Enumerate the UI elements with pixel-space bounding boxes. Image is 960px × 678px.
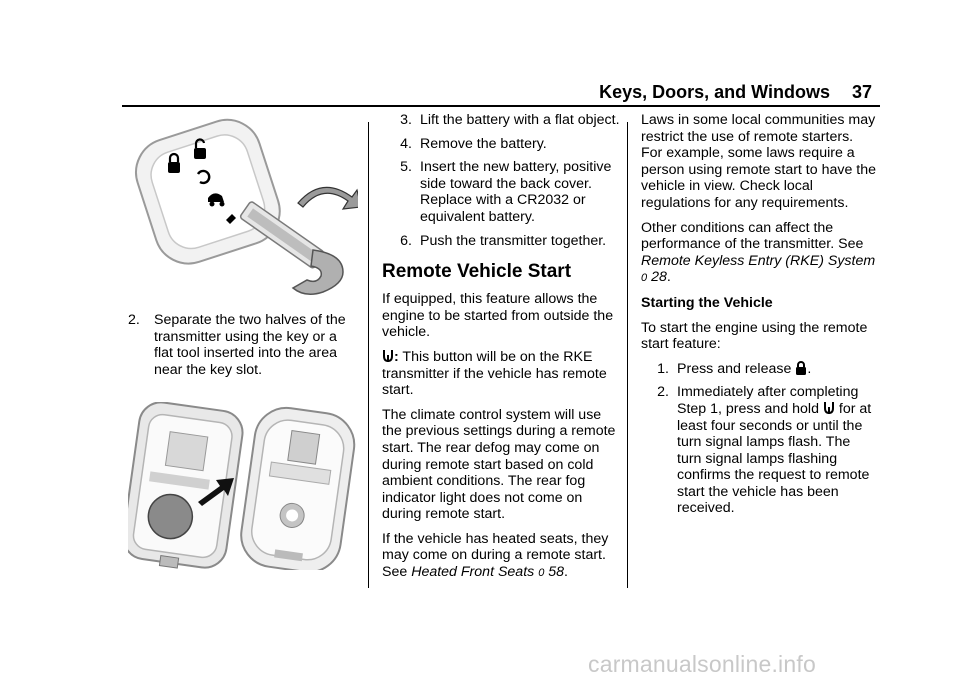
step-5: 5. Insert the new battery, positive side toward the back cover. Replace with a CR2032 or equivalent battery. <box>400 159 612 225</box>
lock-icon <box>795 361 807 375</box>
remote-start-icon <box>823 401 835 415</box>
column-divider-2 <box>627 122 628 588</box>
opened-fob-illustration <box>128 402 358 570</box>
section-heading: Remote Vehicle Start <box>382 261 572 283</box>
column-middle <box>382 112 620 590</box>
watermark: carmanualsonline.info <box>588 651 816 677</box>
step-4: 4. Remove the battery. <box>400 135 547 152</box>
step-6: 6. Push the transmitter together. <box>400 232 607 249</box>
starting-subheading: Starting the Vehicle <box>641 294 773 311</box>
header-rule <box>122 105 880 107</box>
column-divider-1 <box>368 122 369 588</box>
page-number: 37 <box>851 82 872 102</box>
climate-paragraph: The climate control system will use the previous settings during a remote start. The rear defog may come on during remote start based on cold ambient conditions. The rear fog indicator light does not come on during remote start. <box>382 406 616 523</box>
start-intro-paragraph: To start the engine using the remote start feature: <box>641 319 868 353</box>
intro-paragraph: If equipped, this feature allows the engine to be started from outside the vehicle. <box>382 291 614 341</box>
step-3: 3. Lift the battery with a flat object. <box>400 112 620 128</box>
heated-seats-paragraph: If the vehicle has heated seats, they may come on during a remote start. See Heated Front Seats 0 58. <box>382 530 609 581</box>
section-title: Keys, Doors, and Windows <box>599 82 830 102</box>
button-paragraph: : This button will be on the RKE transmitter if the vehicle has remote start. <box>382 348 607 399</box>
column-left <box>128 112 358 570</box>
laws-paragraph: Laws in some local communities may restrict the use of remote starters. For example, some laws require a person using remote start to have the vehicle in view. Check local regulations for any requirements. <box>641 112 877 211</box>
key-fob-illustration <box>128 112 358 302</box>
start-step-2: 2. Immediately after completing Step 1, press and hold for at least four seconds or until the turn signal lamps flash. The turn signal lamps flashing confirms the request to remote start the vehicle has been received. <box>657 384 872 517</box>
rke-link[interactable]: Remote Keyless Entry (RKE) System <box>641 252 876 269</box>
step-2: 2. Separate the two halves of the transmitter using the key or a flat tool inserted into the area near the key slot. <box>128 312 346 378</box>
column-right <box>641 112 877 524</box>
other-conditions-paragraph: Other conditions can affect the performance of the transmitter. See Remote Keyless Entry (RKE) System 0 28. <box>641 219 876 286</box>
start-step-1: 1. Press and release . <box>657 360 812 377</box>
remote-start-icon <box>382 349 394 363</box>
page-header <box>599 82 872 103</box>
heated-seats-link[interactable]: Heated Front Seats <box>411 564 535 581</box>
